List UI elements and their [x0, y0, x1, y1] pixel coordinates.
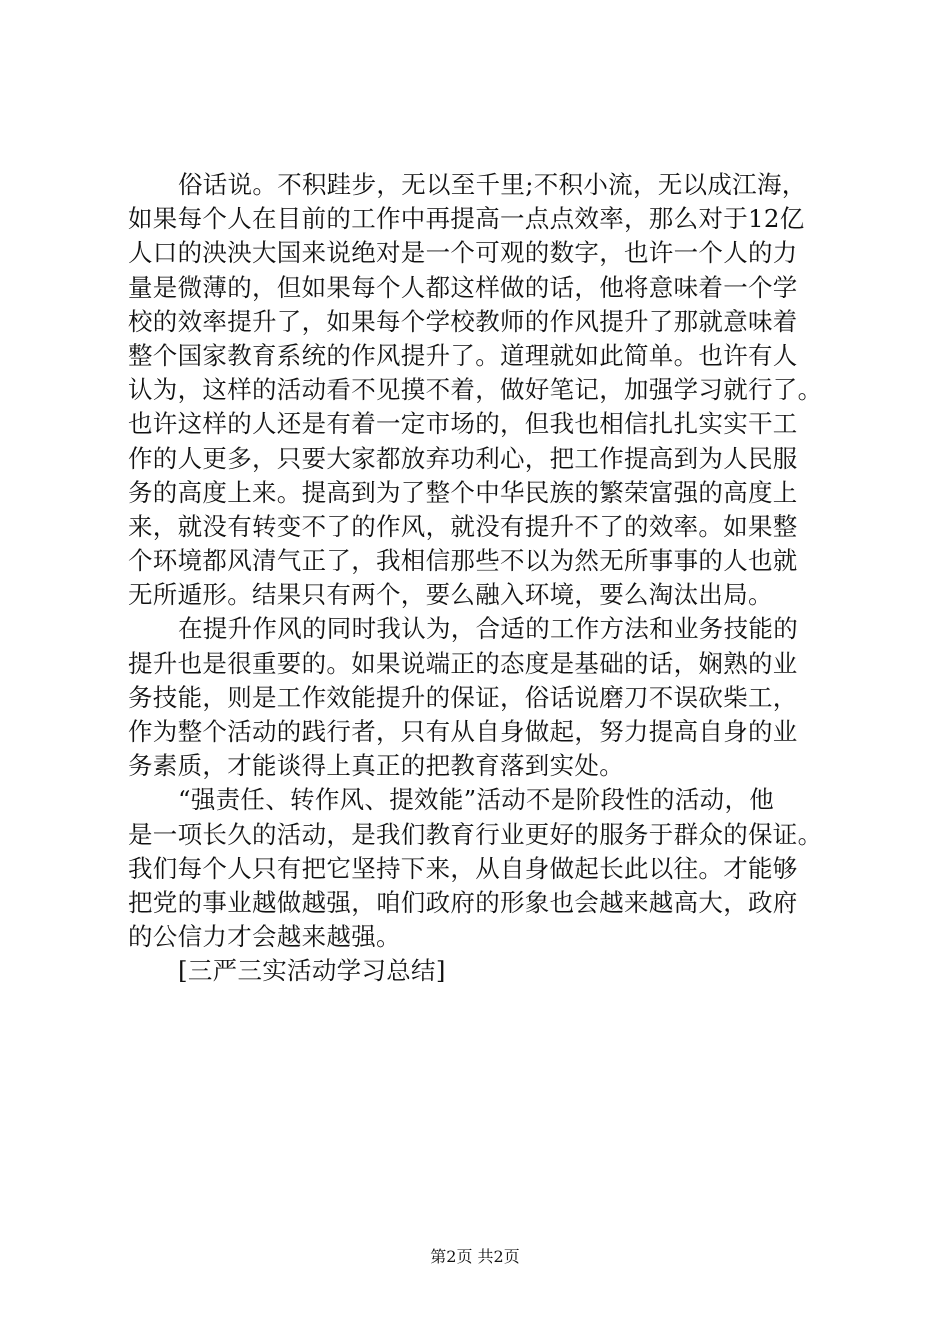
- text-line: 务素质，才能谈得上真正的把教育落到实处。: [128, 751, 624, 781]
- page-footer: [0, 1244, 950, 1267]
- page-number: 第2页 共2页: [430, 1247, 520, 1266]
- text-line: 务技能，则是工作效能提升的保证，俗话说磨刀不误砍柴工，: [128, 682, 798, 712]
- text-line: 校的效率提升了，如果每个学校教师的作风提升了那就意味着: [128, 306, 798, 336]
- text-line: 务的高度上来。提高到为了整个中华民族的繁荣富强的高度上: [128, 477, 798, 507]
- text-line: 人口的泱泱大国来说绝对是一个可观的数字，也许一个人的力: [128, 238, 798, 268]
- text-line: 作为整个活动的践行者，只有从自身做起，努力提高自身的业: [128, 717, 798, 746]
- text-line: 量是微薄的，但如果每个人都这样做的话，他将意味着一个学: [128, 272, 798, 302]
- document-body: [128, 168, 848, 989]
- text-line: 个环境都风清气正了，我相信那些不以为然无所事事的人也就: [128, 546, 798, 576]
- text-line: 来，就没有转变不了的作风，就没有提升不了的效率。如果整: [128, 511, 798, 541]
- text-line: 也许这样的人还是有着一定市场的，但我也相信扎扎实实干工: [128, 409, 798, 439]
- text-line: 是一项长久的活动，是我们教育行业更好的服务于群众的保证。: [128, 819, 823, 849]
- text-line: 作的人更多，只要大家都放弃功利心，把工作提高到为人民服: [128, 443, 798, 473]
- text-line: 把党的事业越做越强，咱们政府的形象也会越来越高大，政府: [128, 887, 798, 917]
- text-line: 我们每个人只有把它坚持下来，从自身做起长此以往。才能够: [128, 853, 798, 883]
- text-line: 在提升作风的同时我认为，合适的工作方法和业务技能的: [178, 614, 798, 644]
- text-line: 的公信力才会越来越强。: [128, 922, 401, 952]
- text-line: 认为，这样的活动看不见摸不着，做好笔记，加强学习就行了。: [128, 375, 823, 405]
- text-line: 提升也是很重要的。如果说端正的态度是基础的话，娴熟的业: [128, 648, 798, 678]
- text-line: 俗话说。不积跬步，无以至千里;不积小流，无以成江海，: [178, 170, 807, 199]
- text-line: “强责任、转作风、提效能”活动不是阶段性的活动，他: [178, 785, 775, 815]
- text-line: 如果每个人在目前的工作中再提高一点点效率，那么对于12亿: [128, 204, 805, 234]
- text-line: 无所遁形。结果只有两个，要么融入环境，要么淘汰出局。: [128, 580, 773, 610]
- text-line: [三严三实活动学习总结]: [178, 956, 446, 986]
- text-line: 整个国家教育系统的作风提升了。道理就如此简单。也许有人: [128, 340, 798, 370]
